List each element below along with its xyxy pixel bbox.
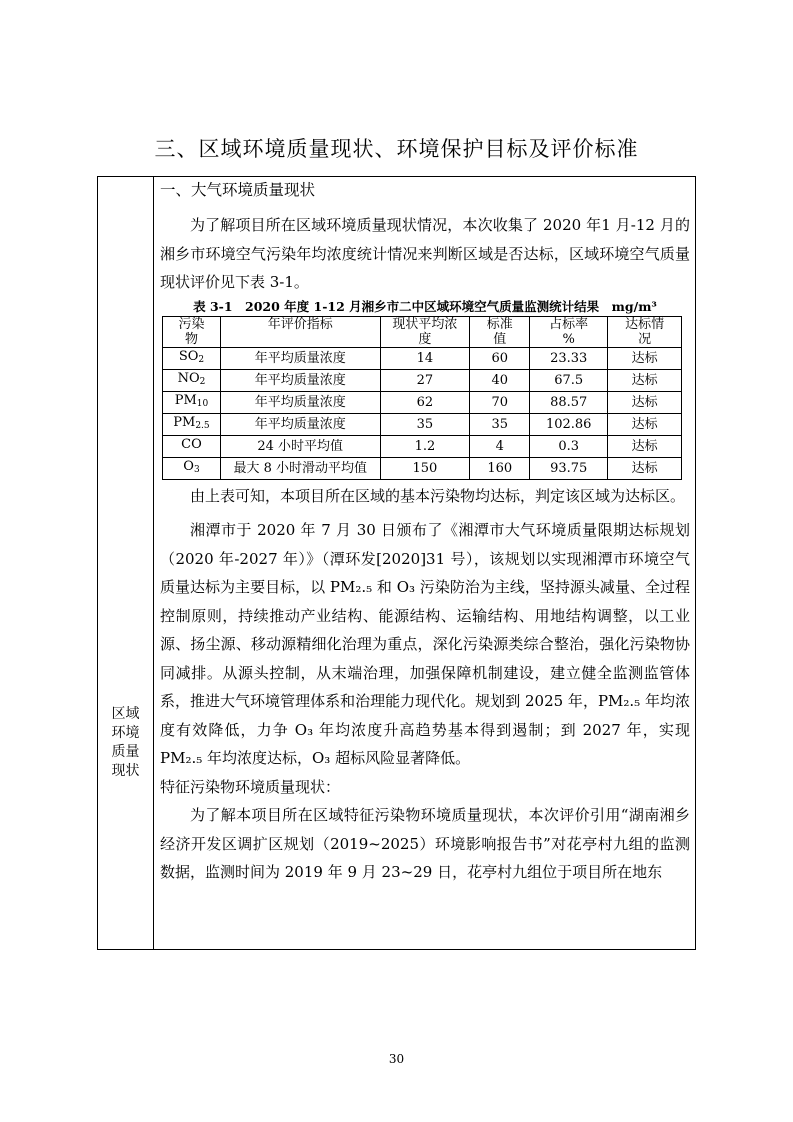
side-label	[98, 705, 153, 781]
content-frame	[97, 176, 696, 950]
cell-status: 达标	[608, 435, 682, 457]
pollutant-name: CO	[181, 436, 202, 452]
cell-status: 达标	[608, 369, 682, 391]
side-label-line: 区域	[111, 706, 140, 722]
cell-ratio: 67.5	[530, 369, 608, 391]
header-text: 标准	[486, 316, 513, 332]
cell-index: 年平均质量浓度	[220, 369, 380, 391]
header-ratio	[530, 316, 608, 347]
cell-status: 达标	[608, 457, 682, 479]
side-label-line: 环境	[111, 725, 140, 741]
intro-paragraph: 为了解项目所在区域环境质量现状情况，本次收集了 2020 年1 月-12 月的湘乡市环境空气污染年均浓度统计情况来判断区域是否达标，区域环境空气质量现状评价见下表 3-1。	[160, 216, 690, 291]
cell-pollutant	[163, 369, 221, 391]
section-heading: 一、大气环境质量现状	[160, 181, 316, 199]
cell-index: 年平均质量浓度	[220, 413, 380, 435]
cell-standard: 60	[470, 347, 530, 369]
air-quality-table	[162, 316, 682, 480]
header-text: 物	[184, 331, 198, 347]
cell-pollutant	[163, 347, 221, 369]
pollutant-subscript: 2	[198, 354, 205, 365]
cell-ratio: 23.33	[530, 347, 608, 369]
header-text: 年评价指标	[267, 316, 333, 332]
table-row	[163, 435, 682, 457]
cell-index: 最大 8 小时滑动平均值	[220, 457, 380, 479]
cell-status: 达标	[608, 413, 682, 435]
page-title: 三、区域环境质量现状、环境保护目标及评价标准	[154, 137, 639, 161]
pollutant-name: PM	[173, 414, 196, 430]
table-row	[163, 413, 682, 435]
cell-ratio: 93.75	[530, 457, 608, 479]
cell-current: 62	[380, 391, 470, 413]
cell-pollutant	[163, 457, 221, 479]
cell-standard: 4	[470, 435, 530, 457]
pollutant-subscript: 2	[199, 376, 206, 387]
cell-index: 24 小时平均值	[220, 435, 380, 457]
content-column	[160, 177, 690, 887]
header-status	[608, 316, 682, 347]
table-row	[163, 457, 682, 479]
page-number: 30	[388, 1052, 405, 1066]
plan-paragraph: 湘潭市于 2020 年 7 月 30 日颁布了《湘潭市大气环境质量限期达标规划（2020 年-2027 年）》（潭环发[2020]31 号），该规划以实现湘潭市环境空气质量达标为主要目标，以 PM₂.₅ 和 O₃ 污染防治为主线，坚持源头减量、全过程控制原则，持续推动产业结构、能源结构、运输结构、用地结构调整，以工业源、扬尘源、移动源精细化治理为重点，深化污染源类综合整治，强化污染物协同减排。从源头控制，从末端治理，加强保障机制建设，建立健全监测监管体系，推进大气环境管理体系和治理能力现代化。规划到 2025 年，PM₂.₅ 年均浓度有效降低，力争 O₃ 年均浓度升高趋势基本得到遏制；到 2027 年，实现 PM₂.₅ 年均浓度达标，O₃ 超标风险显著降低。	[160, 521, 690, 767]
header-text: %	[562, 331, 575, 347]
cell-ratio: 88.57	[530, 391, 608, 413]
header-text: 度	[418, 331, 432, 347]
header-text: 现状平均浓	[392, 316, 458, 332]
header-text: 值	[493, 331, 507, 347]
table-row	[163, 391, 682, 413]
pollutant-subscript: 2.5	[195, 420, 210, 431]
header-text: 达标情	[625, 316, 665, 332]
cell-status: 达标	[608, 391, 682, 413]
header-text: 占标率	[549, 316, 589, 332]
column-divider	[153, 177, 154, 949]
cell-standard: 160	[470, 457, 530, 479]
pollutant-name: NO	[177, 370, 200, 386]
pollutant-name: SO	[178, 348, 199, 364]
pollutant-name: PM	[174, 392, 197, 408]
pollutant-name: O	[183, 458, 194, 474]
subheading: 特征污染物环境质量现状：	[160, 777, 341, 796]
header-current	[380, 316, 470, 347]
header-index	[220, 316, 380, 347]
table-row	[163, 347, 682, 369]
cell-ratio: 0.3	[530, 435, 608, 457]
conclusion-paragraph: 由上表可知，本项目所在区域的基本污染物均达标，判定该区域为达标区。	[190, 486, 686, 505]
cell-current: 27	[380, 369, 470, 391]
table-header-row	[163, 316, 682, 347]
table-row	[163, 369, 682, 391]
cell-status: 达标	[608, 347, 682, 369]
cell-standard: 35	[470, 413, 530, 435]
header-text: 况	[638, 331, 652, 347]
cell-pollutant	[163, 391, 221, 413]
pollutant-subscript: 3	[193, 464, 200, 475]
feature-paragraph: 为了解本项目所在区域特征污染物环境质量现状，本次评价引用“湖南湘乡经济开发区调扩区规划（2019~2025）环境影响报告书”对花亭村九组的监测数据，监测时间为 2019 年 9 月 23~29 日，花亭村九组位于项目所在地东	[160, 806, 690, 881]
cell-index: 年平均质量浓度	[220, 347, 380, 369]
header-pollutant	[163, 316, 221, 347]
pollutant-subscript: 10	[196, 398, 209, 409]
side-label-line: 现状	[111, 763, 140, 779]
cell-current: 1.2	[380, 435, 470, 457]
cell-current: 14	[380, 347, 470, 369]
cell-current: 35	[380, 413, 470, 435]
header-standard	[470, 316, 530, 347]
side-label-line: 质量	[111, 744, 140, 760]
cell-pollutant	[163, 435, 221, 457]
cell-standard: 40	[470, 369, 530, 391]
table-caption: 表 3-1 2020 年度 1-12 月湘乡市二中区域环境空气质量监测统计结果 mg/m³	[193, 298, 657, 314]
cell-standard: 70	[470, 391, 530, 413]
cell-ratio: 102.86	[530, 413, 608, 435]
cell-index: 年平均质量浓度	[220, 391, 380, 413]
header-text: 污染	[178, 316, 205, 332]
cell-pollutant	[163, 413, 221, 435]
cell-current: 150	[380, 457, 470, 479]
